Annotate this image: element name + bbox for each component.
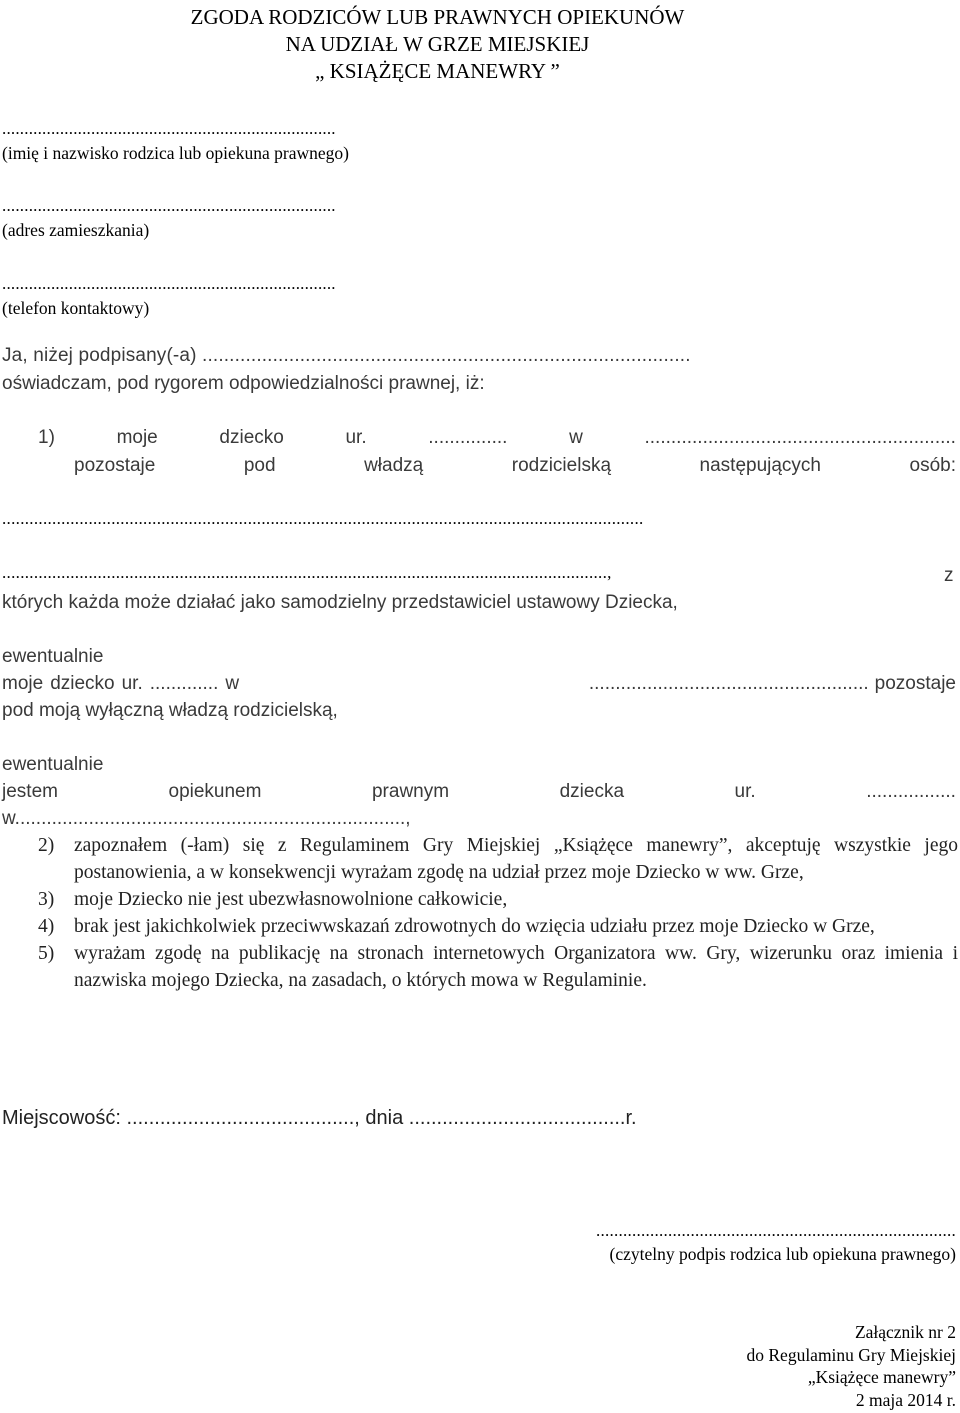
point-1-row-2 xyxy=(74,454,956,478)
annex-line-3: „Książęce manewry” xyxy=(807,1367,956,1387)
name-field-dots[interactable]: ........................................................................... xyxy=(2,119,336,138)
list-item-text: brak jest jakichkolwiek przeciwwskazań zdrowotnych do wzięcia udziału przez moje Dziecko w Grze, xyxy=(74,916,875,937)
list-item-number: 3) xyxy=(38,889,55,910)
word: ur. xyxy=(734,781,756,802)
word: rodzicielską xyxy=(511,455,612,476)
word: władzą xyxy=(364,455,424,476)
alternative-label-2: ewentualnie xyxy=(2,754,104,775)
annex-line-2: do Regulaminu Gry Miejskiej xyxy=(746,1344,956,1365)
point-1-row-5: których każda może działać jako samodzielny przedstawiciel ustawowy Dziecka, xyxy=(2,592,678,613)
address-field-label: (adres zamieszkania) xyxy=(2,220,150,240)
guardians-dots-2[interactable]: ....................................................................................................................................., xyxy=(2,563,612,582)
list-item-text: moje Dziecko nie jest ubezwłasnowolnione całkowicie, xyxy=(74,889,508,910)
birth-place-dots[interactable]: ........................................................... xyxy=(644,427,956,448)
word: dziecko xyxy=(219,427,284,448)
word: pozostaje xyxy=(74,455,156,476)
word: opiekunem xyxy=(168,781,262,802)
point-1-row-1 xyxy=(38,426,956,450)
list-item xyxy=(0,832,958,886)
annex-line-4: 2 maja 2014 r. xyxy=(855,1389,956,1410)
place-date-line[interactable]: Miejscowość: ........................................., dnia .......................................r. xyxy=(2,1107,637,1129)
name-field-label: (imię i nazwisko rodzica lub opiekuna prawnego) xyxy=(2,143,349,163)
point-1-row-8: pod moją wyłączną władzą rodzicielską, xyxy=(2,700,338,721)
signature-block xyxy=(596,1220,956,1266)
birth-date-dots[interactable]: ................. xyxy=(866,781,956,802)
word: pozostaje xyxy=(874,673,956,694)
title-line-1: ZGODA RODZICÓW LUB PRAWNYCH OPIEKUNÓW xyxy=(190,5,685,29)
annex-note xyxy=(747,1321,957,1411)
word: pod xyxy=(243,455,276,476)
address-field-dots[interactable]: ........................................................................... xyxy=(2,196,336,215)
point-1-row-10 xyxy=(2,780,956,804)
intro-line-1: Ja, niżej podpisany(-a) .......................................................................................... xyxy=(2,345,691,366)
list-item xyxy=(0,886,958,913)
word: ur. xyxy=(121,673,143,694)
title-line-2: NA UDZIAŁ W GRZE MIEJSKIEJ xyxy=(285,32,590,56)
word: prawnym xyxy=(371,781,450,802)
point-1-row-11: w.........................................................................., xyxy=(2,808,411,829)
word: osób: xyxy=(909,455,956,476)
word: następujących xyxy=(699,455,821,476)
word: jestem xyxy=(2,781,58,802)
word: w xyxy=(225,673,240,694)
list-item xyxy=(0,913,958,940)
list-item-number: 5) xyxy=(38,943,55,964)
signature-dots[interactable]: ................................................................................ xyxy=(596,1221,956,1240)
word: moje xyxy=(116,427,158,448)
word: ur. xyxy=(345,427,367,448)
intro-line-2: oświadczam, pod rygorem odpowiedzialności prawnej, iż: xyxy=(2,373,485,394)
alternative-label-1: ewentualnie xyxy=(2,646,104,667)
annex-line-1: Załącznik nr 2 xyxy=(854,1322,956,1342)
list-item-number: 4) xyxy=(38,916,55,937)
birth-place-dots[interactable]: ..................................................... xyxy=(588,673,869,694)
list-item-text: wyrażam zgodę na publikację na stronach internetowych Organizatora ww. Gry, wizerunku oraz imienia i nazwiska mojego Dziecka, na zasadach, o których mowa w Regulaminie. xyxy=(74,943,958,991)
list-item-text: zapoznałem (-łam) się z Regulaminem Gry Miejskiej „Książęce manewry”, akceptuję wszystkie jego postanowienia, a w konsekwencji wyrażam zgodę na udział przez moje Dziecko w ww. Grze, xyxy=(74,835,958,883)
phone-field-label: (telefon kontaktowy) xyxy=(2,298,150,318)
signature-label: (czytelny podpis rodzica lub opiekuna prawnego) xyxy=(609,1244,956,1264)
word: w xyxy=(569,427,583,448)
document-title xyxy=(0,4,960,85)
declaration-list xyxy=(0,832,958,994)
birth-date-dots[interactable]: ... xyxy=(149,673,166,694)
word: moje xyxy=(2,673,44,694)
phone-field-dots[interactable]: ........................................................................... xyxy=(2,274,336,293)
birth-date-dots[interactable]: ............... xyxy=(428,427,508,448)
word: dziecko xyxy=(50,673,115,694)
list-item xyxy=(0,940,958,994)
point-1-row-7 xyxy=(2,672,956,696)
word: dziecka xyxy=(559,781,625,802)
point-1-z: z xyxy=(944,565,954,586)
birth-date-dots[interactable]: .......... xyxy=(165,673,219,694)
title-line-3: „ KSIĄŻĘCE MANEWRY ” xyxy=(315,59,560,83)
point-1-number: 1) xyxy=(38,427,55,448)
list-item-number: 2) xyxy=(38,835,55,856)
guardians-dots[interactable]: ............................................................................................................................................. xyxy=(2,509,644,528)
